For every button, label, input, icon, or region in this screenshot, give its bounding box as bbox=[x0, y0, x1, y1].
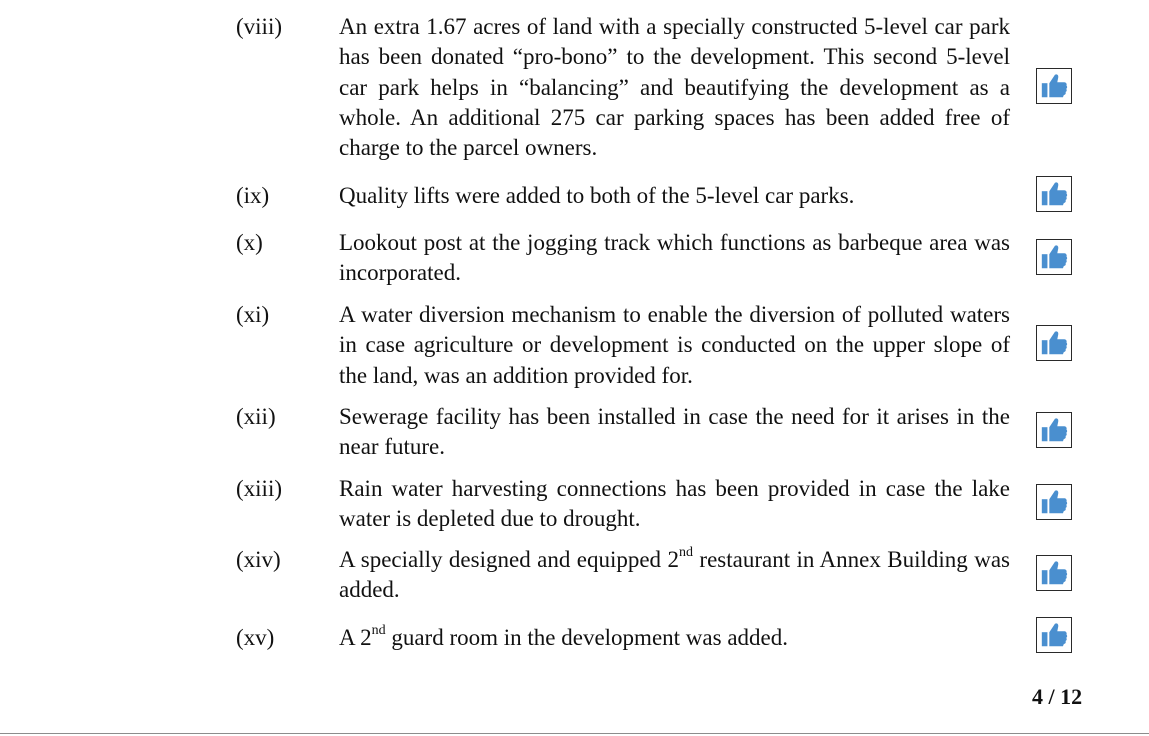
item-number: (xi) bbox=[236, 302, 270, 327]
item-text-part: A 2 bbox=[339, 625, 372, 650]
item-number: (xiii) bbox=[236, 476, 282, 501]
thumbs-up-icon bbox=[1036, 555, 1072, 591]
item-text-part: restaurant in Annex Building was added. bbox=[339, 547, 1010, 603]
item-text: Lookout post at the jogging track which functions as barbeque area was incorporated. bbox=[339, 230, 1010, 286]
item-number: (xiv) bbox=[236, 547, 281, 572]
thumbs-up-icon bbox=[1036, 617, 1072, 653]
item-text bbox=[339, 623, 1010, 653]
thumbs-up-icon bbox=[1036, 325, 1072, 361]
item-number: (xii) bbox=[236, 404, 276, 429]
item-text-part: A specially designed and equipped 2 bbox=[339, 547, 679, 572]
ordinal-suffix: nd bbox=[371, 623, 386, 639]
thumbs-up-icon bbox=[1036, 176, 1072, 212]
item-text: Quality lifts were added to both of the 5-level car parks. bbox=[339, 183, 855, 208]
page-divider bbox=[0, 733, 1149, 734]
item-text bbox=[339, 545, 1010, 606]
item-number: (xv) bbox=[236, 625, 275, 650]
page-number: 4 / 12 bbox=[1032, 684, 1083, 709]
item-text: Rain water harvesting connections has been provided in case the lake water is depleted due to drought. bbox=[339, 476, 1010, 532]
thumbs-up-icon bbox=[1036, 68, 1072, 104]
item-text-part: guard room in the development was added. bbox=[385, 625, 788, 650]
item-text: An extra 1.67 acres of land with a specially constructed 5-level car park has been donated “pro-bono” to the development. This second 5-level car park helps in “balancing” and beautifying the development as a whole. An additional 275 car parking spaces has been added free of charge to the parcel owners. bbox=[339, 14, 1010, 161]
item-text: Sewerage facility has been installed in case the need for it arises in the near future. bbox=[339, 404, 1010, 460]
item-number: (viii) bbox=[236, 14, 282, 39]
item-number: (x) bbox=[236, 230, 263, 255]
item-text: A water diversion mechanism to enable the diversion of polluted waters in case agriculture or development is conducted on the upper slope of the land, was an addition provided for. bbox=[339, 302, 1010, 388]
item-number: (ix) bbox=[236, 183, 270, 208]
thumbs-up-icon bbox=[1036, 239, 1072, 275]
thumbs-up-icon bbox=[1036, 412, 1072, 448]
ordinal-suffix: nd bbox=[678, 545, 693, 561]
thumbs-up-icon bbox=[1036, 484, 1072, 520]
